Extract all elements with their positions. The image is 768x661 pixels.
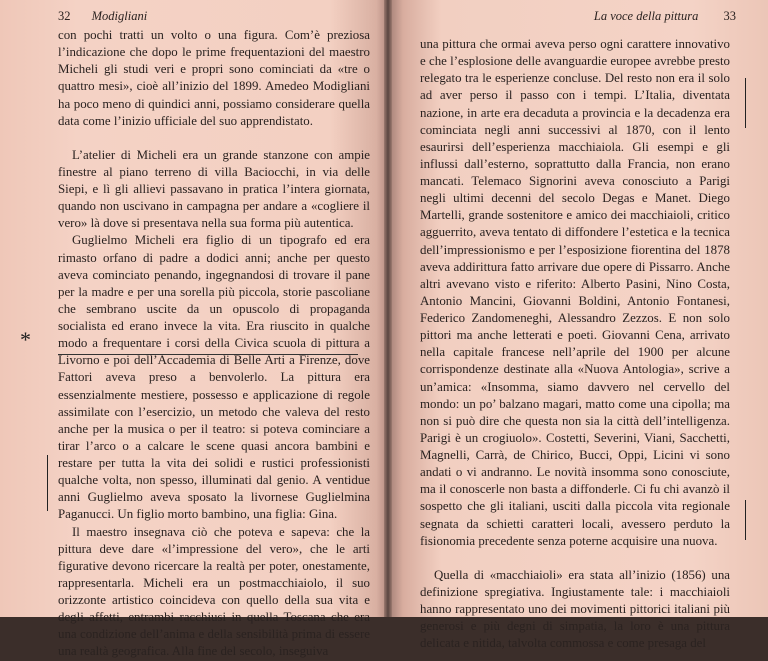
page-number: 32 (58, 9, 71, 23)
margin-pen-mark (745, 78, 746, 128)
page-number: 33 (723, 9, 736, 23)
left-page-header (58, 8, 147, 24)
paragraph: Il maestro insegnava ciò che poteva e sapeva: che la pittura deve dare «l’impressione del vero», che le arti figurative devono ricercare la realtà per poter, onestamente, rappresentarla. Micheli era un postmacchiaiolo, il suo orizzonte artistico coincideva con quello della sua vita e degli affetti, entrambi racchiusi in quella Toscana che era una condizione dell’anima e della sensibilità prima di essere una realtà geografica. Alla fine del secolo, inseguiva (58, 524, 370, 659)
paragraph: una pittura che ormai aveva perso ogni carattere innovativo e che l’esplosione delle avanguardie europee avrebbe presto relegato tra le esperienze concluse. Del resto non era il solo ad aver perso il passo con i tempi. L’Italia, diventata nazione, in arte era decaduta a provincia e la decadenza era cominciata negli anni successivi al 1870, con il lento esaurirsi dell’esperienza macchiaiola. Gli esempi e gli influssi dall’esterno, soprattutto dalla Francia, non erano mancati. Telemaco Signorini aveva conosciuto a Parigi negli ultimi decenni del secolo Degas e Manet. Diego Martelli, grande sostenitore e amico dei macchiaioli, critico agguerrito, aveva tentato di diffondere l’estetica e la tecnica dell’impressionismo e per l’esposizione fiorentina del 1878 aveva addirittura fatto arrivare due opere di Pissarro. Anche altri avevano visto e riferito: Alberto Pasini, Nino Costa, Antonio Mancini, Giovanni Boldini, Antonio Fontanesi, Federico Zandomeneghi, Alessandro Zezzos. E non solo pittori ma anche letterati e poeti. Giovanni Cena, arrivato nella capitale francese nell’aprile del 1900 per alcune corrispondenze destinate alla «Nuova Antologia», scrive a un’amica: «Insomma, siamo davvero nel cervello del mondo: un po’ balzano magari, matto come una cipolla; ma non si può dire che questa non sia la città dell’intelligenza. Parigi è un crogiuolo». Costetti, Severini, Viani, Sacchetti, Magnelli, Carrà, de Chirico, Bucci, Oppi, Licini vi sono andati o vi andranno. Le novità insomma sono conosciute, ma il conoscerle non basta a diffonderle. Ci fu chi avanzò il sospetto che gli italiani, usciti dalla piccola vita regionale segnata da schietti caratteri locali, avessero perduto la fisionomia precedente senza poterne acquisire una nuova. (420, 37, 730, 548)
right-page (388, 0, 768, 651)
book-gutter (384, 0, 392, 617)
margin-pen-mark (745, 500, 746, 540)
paragraph: L’atelier di Micheli era un grande stanzone con ampie finestre al piano terreno di villa Baciocchi, in via delle Siepi, e lì gli allievi passavano in pratica l’intera giornata, quando non uscivano in campagna per andare a «cogliere il vero» là dove si presentava nella sua forma più autentica. (58, 147, 370, 231)
margin-asterisk-mark: * (20, 327, 31, 352)
paragraph: Guglielmo Micheli era figlio di un tipografo ed era rimasto orfano di padre a dodici anni; anche per questo aveva cominciato penando, ingegnandosi di trovare il pane per la madre e per una sorella più piccola, storie pascoliane che sembrano uscite da un opuscolo di propaganda socialista ed erano invece la vita. Era riuscito in qualche modo a frequentare i corsi della Civica scuola di pittura a Livorno e poi dell’Accademia di Belle Arti a Firenze, dove Fattori aveva preso a benvolerlo. La pittura era essenzialmente mestiere, possesso e applicazione di regole assimilate con l’esercizio, un metodo che valeva del resto anche per la musica o per il teatro: si poteva cominciare a tirar l’arco o a calcare le scene quasi ancora bambini e restare per tutta la vita dei solidi e rustici professionisti qualche volta, non spesso, illuminati dal genio. A ventidue anni Guglielmo aveva sposato la livornese Guglielmina Paganucci. Un figlio morto bambino, una figlia: Gina. (58, 233, 370, 522)
paragraph: Quella di «macchiaioli» era stata all’inizio (1856) una definizione spregiativa. Ingiustamente tale: i macchiaioli hanno rappresentato uno dei movimenti pittorici italiani più generosi e più degni di simpatia, la loro è una pittura delicata e nitida, talvolta commossa e come presaga del (420, 567, 730, 651)
running-title: Modigliani (91, 9, 148, 23)
paragraph: con pochi tratti un volto o una figura. Com’è preziosa l’indicazione che dopo le prime frequentazioni del maestro Micheli gli studi veri e propri sono cominciati da «tre o quattro mesi», cioè all’inizio del 1899. Amedeo Modigliani ha poco meno di quindici anni, possiamo considerare quella data come l’inizio ufficiale del suo apprendistato. (58, 28, 370, 128)
right-page-header (594, 8, 736, 24)
running-title: La voce della pittura (593, 9, 699, 23)
margin-pen-mark (47, 455, 48, 511)
pen-underline-mark (58, 354, 358, 355)
right-page-body (420, 36, 730, 652)
left-page-body (58, 27, 370, 661)
